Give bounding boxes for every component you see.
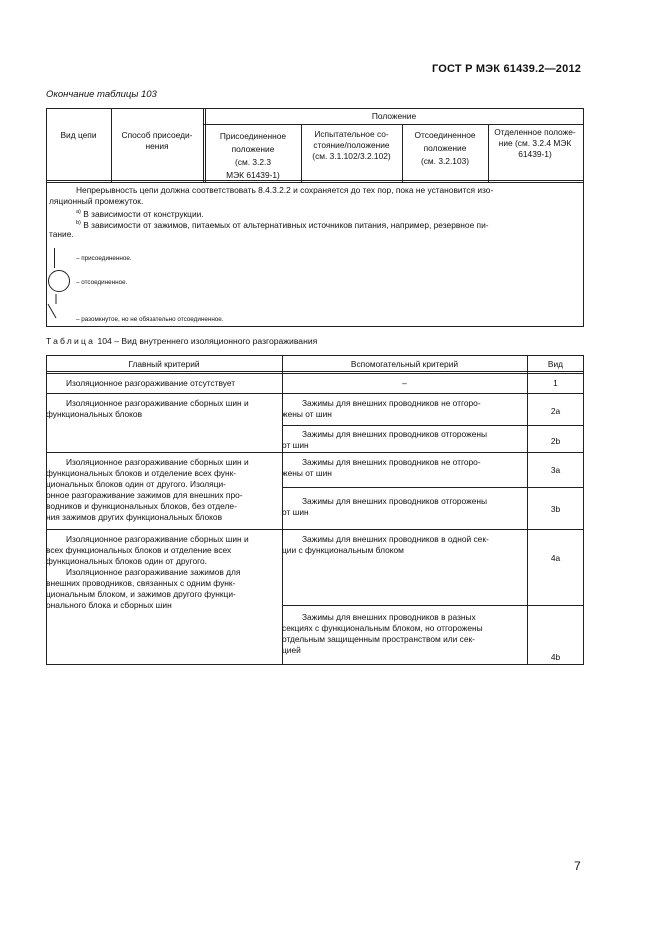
t104-r1-main: Изоляционное разгораживание отсутствует — [66, 378, 236, 388]
t103-col-connected: Присоединенное положение (см. 3.2.3 МЭК 61439-1) — [219, 131, 287, 180]
t104-r2a-aux: Зажимы для внешних проводников не отгоро- жены от шин — [282, 398, 481, 419]
t104-r3b-aux: Зажимы для внешних проводников отгорожены от шин — [282, 496, 488, 517]
t103-group-header: Положение — [371, 111, 417, 121]
t104-r2b-form: 2b — [550, 436, 561, 446]
t104-r4b-form: 4b — [550, 652, 561, 662]
t103-group-rule — [204, 124, 584, 125]
t103-bottom-border — [46, 326, 584, 327]
legend-connected-label: – присоединенное. — [76, 255, 132, 262]
t103-header-rule — [46, 180, 584, 181]
t104-header-rule — [46, 371, 584, 372]
t104-r1-aux: – — [402, 378, 407, 388]
t103-col-test: Испытательное со- стояние/положение (см. 3.1.102/3.2.102) — [312, 129, 391, 161]
t103-note-1-cont: ляционный промежуток. — [49, 196, 144, 206]
t103-col-isolated: Отделенное положе- ние (см. 3.2.4 МЭК 61439-1) — [494, 127, 576, 159]
t104-r4b-aux: Зажимы для внешних проводников в разных секциях с функциональным блоком, но отгорожены отдельным защищенным пространством или сек- цией — [282, 612, 483, 655]
legend-connected-symbol — [54, 248, 55, 268]
t103-col-circuit-type: Вид цепи — [60, 130, 97, 140]
t104-r2-main: Изоляционное разгораживание сборных шин и функциональных блоков — [46, 398, 249, 419]
t104-header-aux: Вспомогательный критерий — [350, 359, 459, 369]
t103-col-disconnected: Отсоединенное положение (см. 3.2.103) — [414, 130, 476, 166]
t104-r3-main: Изоляционное разгораживание сборных шин и функциональных блоков и отделение всех функ- циональных блоков один от другого. Изоляци- онное разгораживание зажимов для внешних про- водников и функциональных блоков, без отделе- ния зажимов других функциональных блоков — [46, 457, 249, 522]
t104-row-rule — [282, 487, 584, 488]
page-number: 7 — [574, 859, 581, 873]
t104-r3a-aux: Зажимы для внешних проводников не отгоро- жены от шин — [282, 457, 481, 478]
t104-row-rule — [46, 529, 584, 530]
t104-row-rule — [46, 393, 584, 394]
legend-disconnected-label: – отсоединенное. — [76, 279, 128, 286]
t104-r4a-aux: Зажимы для внешних проводников в одной сек- ции с функциональным блоком — [282, 534, 489, 555]
t104-top-border — [46, 355, 584, 356]
legend-open-label: – разомкнутое, но не обязательно отсоединенное. — [76, 316, 224, 323]
document-standard-header: ГОСТ Р МЭК 61439.2—2012 — [432, 63, 582, 75]
t103-top-border — [46, 108, 584, 109]
t104-row-rule — [46, 452, 584, 453]
t103-col-connection-method: Способ присоеди- нения — [121, 130, 193, 151]
t104-r2b-aux: Зажимы для внешних проводников отгорожены от шин — [282, 429, 488, 450]
t104-header-form: Вид — [547, 359, 564, 369]
t104-r3a-form: 3a — [550, 465, 561, 475]
t104-row-rule — [282, 605, 584, 606]
t104-header-rule-2 — [46, 373, 584, 374]
t104-row-rule — [282, 425, 584, 426]
t104-r4-main: Изоляционное разгораживание сборных шин и всех функциональных блоков и отделение всех функциональных блоков один от другого. Изоляционное разгораживание зажимов для внешних проводников, связанных с одним функ- циональным блоком, и зажимов другого функци- онального блока и сборных шин — [46, 534, 249, 610]
t103-note-3-cont: тание. — [49, 229, 74, 239]
t104-bottom-border — [46, 664, 584, 665]
t104-header-main: Главный критерий — [128, 359, 200, 369]
t103-note-3: $^{b)}$ В зависимости от зажимов, питаемых от альтернативных источников питания, например, резервное пи- — [76, 219, 489, 230]
t103-header-rule-2 — [46, 182, 584, 183]
table-104-caption: Таблица 104 – Вид внутреннего изоляционного разгораживания — [46, 336, 318, 346]
t104-r1-form: 1 — [553, 378, 558, 388]
t104-r4a-form: 4a — [550, 553, 561, 563]
legend-disconnected-symbol — [48, 270, 70, 292]
t103-note-1: Непрерывность цепи должна соответствовать 8.4.3.2.2 и сохраняется до тех пор, пока не установится изо- — [76, 185, 494, 195]
legend-open-switch-symbol — [46, 292, 70, 322]
table-continuation-label: Окончание таблицы 103 — [46, 89, 157, 100]
t104-r2a-form: 2a — [550, 406, 561, 416]
t103-note-2: $^{a)}$ В зависимости от конструкции. — [76, 208, 204, 219]
t104-r3b-form: 3b — [550, 504, 561, 514]
